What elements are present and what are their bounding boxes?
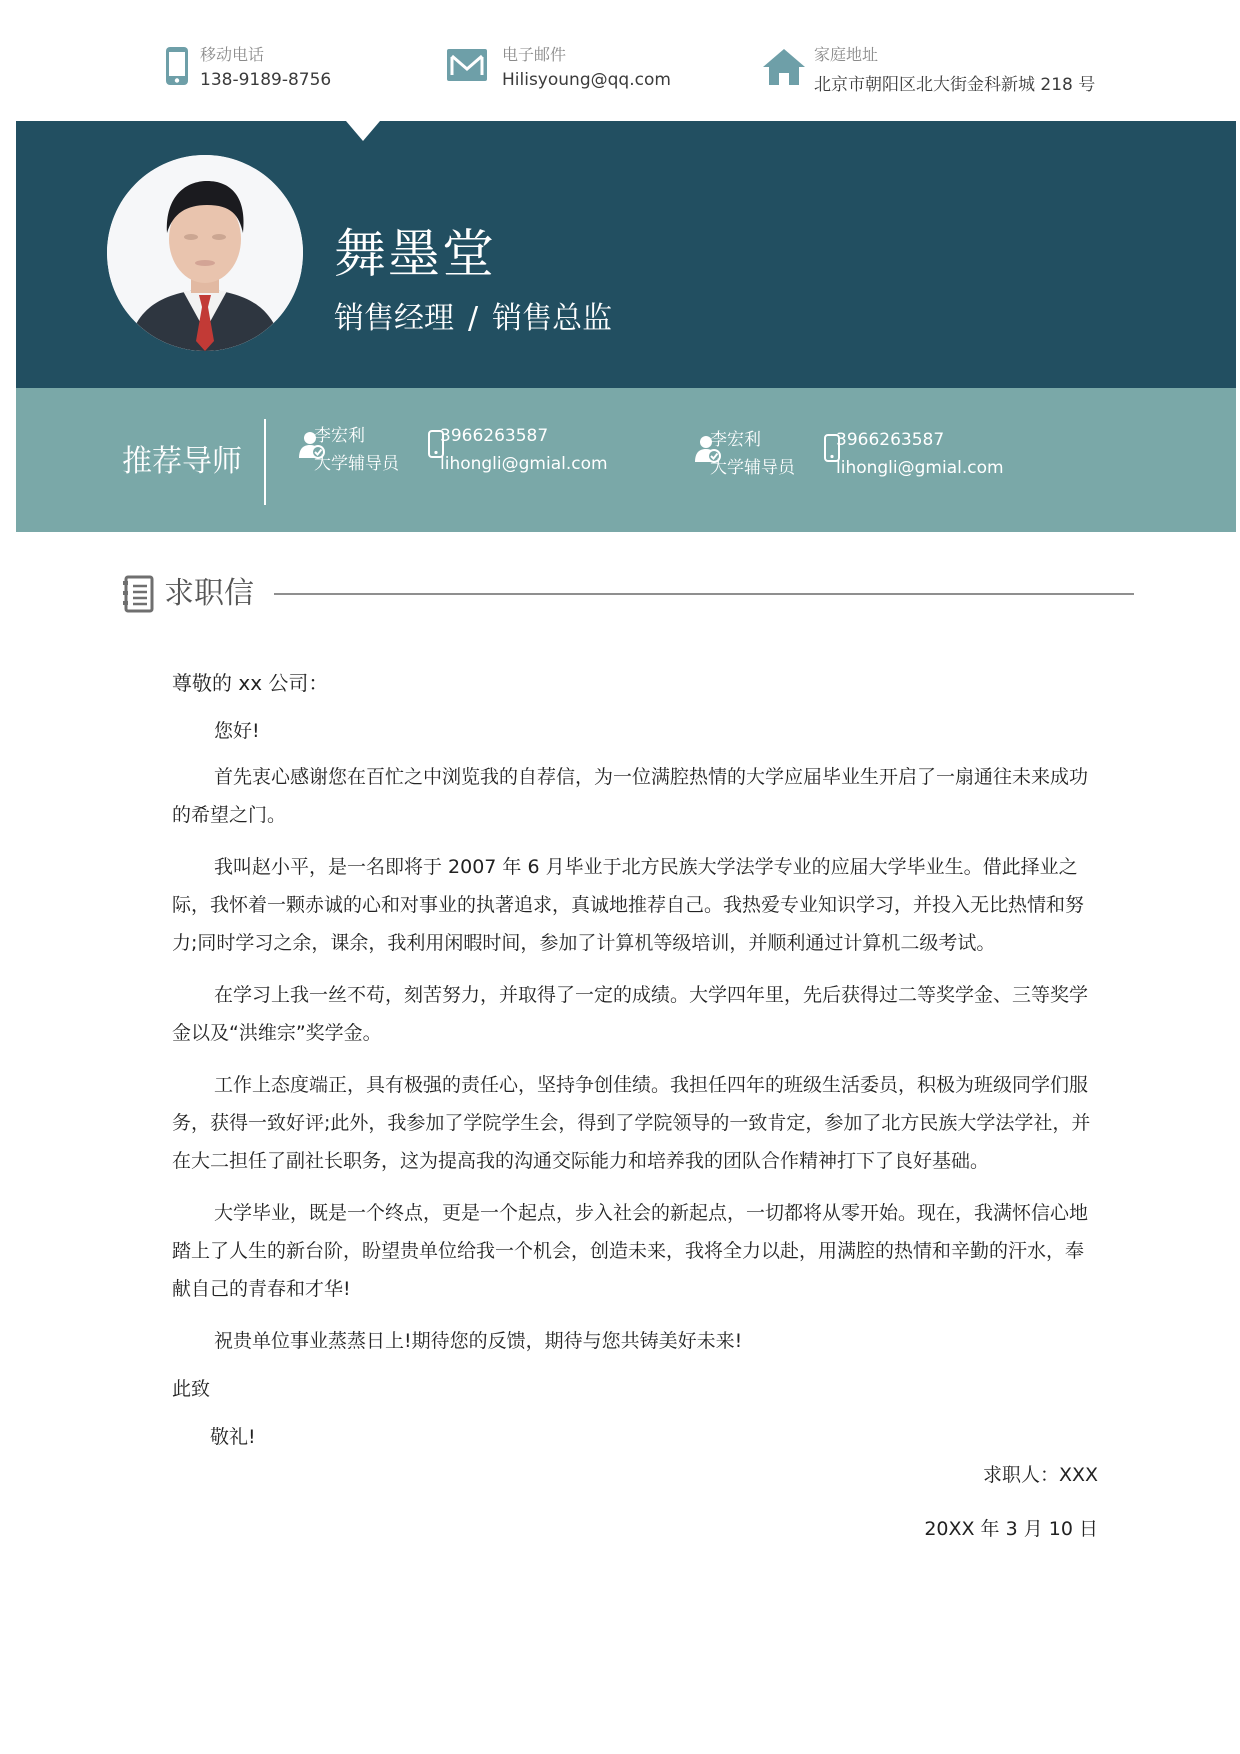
address-label: 家庭地址 [814, 45, 879, 64]
mobile-phone-icon [164, 46, 190, 90]
letter-salutation: 尊敬的 xx 公司： [172, 671, 329, 695]
mentor-1-phone: 3966263587 [440, 426, 549, 446]
contact-address [762, 38, 1102, 98]
avatar [107, 155, 303, 351]
mentor-section-title: 推荐导师 [122, 444, 242, 479]
job-titles [334, 293, 612, 337]
letter-paragraph: 祝贵单位事业蒸蒸日上!期待您的反馈，期待与您共铸美好未来! [214, 1330, 743, 1352]
letter-closing-1: 此致 [172, 1378, 211, 1400]
address-value: 北京市朝阳区北大街金科新城 218 号 [814, 75, 1096, 95]
email-value: Hilisyoung@qq.com [502, 70, 671, 90]
letter-signature: 求职人：XXX [982, 1464, 1098, 1486]
mentor-2-email: lihongli@gmial.com [836, 458, 1004, 478]
job-title-1: 销售经理 [334, 301, 454, 336]
phone-label: 移动电话 [200, 45, 265, 64]
header-notch [346, 121, 380, 141]
contact-phone [164, 38, 364, 98]
mentor-2-role: 大学辅导员 [710, 458, 795, 478]
letter-paragraph: 大学毕业，既是一个终点，更是一个起点，步入社会的新起点，一切都将从零开始。现在，我满怀信心地踏上了人生的新台阶，盼望贵单位给我一个机会，创造未来，我将全力以赴，用满腔的热情和辛勤的汗水，奉献自己的青春和才华! [172, 1202, 1089, 1300]
letter-closing-2: 敬礼! [210, 1426, 256, 1448]
letter-paragraph: 在学习上我一丝不苟，刻苦努力，并取得了一定的成绩。大学四年里，先后获得过二等奖学金、三等奖学金以及“洪维宗”奖学金。 [172, 984, 1089, 1044]
letter-date: 20XX 年 3 月 10 日 [924, 1518, 1098, 1540]
mentor-1-name: 李宏利 [314, 426, 365, 446]
candidate-name: 舞墨堂 [334, 225, 497, 285]
job-title-separator: / [468, 301, 479, 336]
home-icon [762, 48, 806, 90]
letter-paragraph: 工作上态度端正，具有极强的责任心，坚持争创佳绩。我担任四年的班级生活委员，积极为班级同学们服务，获得一致好评;此外，我参加了学院学生会，得到了学院领导的一致肯定，参加了北方民族大学法学社，并在大二担任了副社长职务，这为提高我的沟通交际能力和培养我的团队合作精神打下了良好基础。 [172, 1074, 1091, 1172]
mentor-1-role: 大学辅导员 [314, 454, 399, 474]
mentor-2-info [710, 426, 795, 482]
mentor-2-name: 李宏利 [710, 430, 761, 450]
mentor-1-email: lihongli@gmial.com [440, 454, 608, 474]
job-title-2: 销售总监 [492, 301, 613, 336]
letter-paragraph: 我叫赵小平，是一名即将于 2007 年 6 月毕业于北方民族大学法学专业的应届大学毕业生。借此择业之际，我怀着一颗赤诚的心和对事业的执著追求，真诚地推荐自己。我热爱专业知识学习，并投入无比热情和努力;同时学习之余，课余，我利用闲暇时间，参加了计算机等级培训，并顺利通过计算机二级考试。 [172, 856, 1085, 954]
cover-letter-title: 求职信 [164, 576, 254, 611]
email-label: 电子邮件 [502, 45, 567, 64]
mentor-divider [264, 419, 266, 505]
mentor-1-info [314, 422, 399, 478]
mentor-1-contact [440, 422, 608, 478]
contact-email [446, 38, 706, 98]
section-divider [274, 593, 1134, 595]
letter-greeting: 您好! [214, 720, 260, 742]
letter-paragraph: 首先衷心感谢您在百忙之中浏览我的自荐信，为一位满腔热情的大学应届毕业生开启了一扇通往未来成功的希望之门。 [172, 766, 1089, 826]
mentor-2-contact [836, 426, 1004, 482]
mentor-2-phone: 3966263587 [836, 430, 945, 450]
mail-icon [446, 48, 488, 86]
phone-value: 138-9189-8756 [200, 70, 332, 90]
document-icon [122, 575, 154, 617]
